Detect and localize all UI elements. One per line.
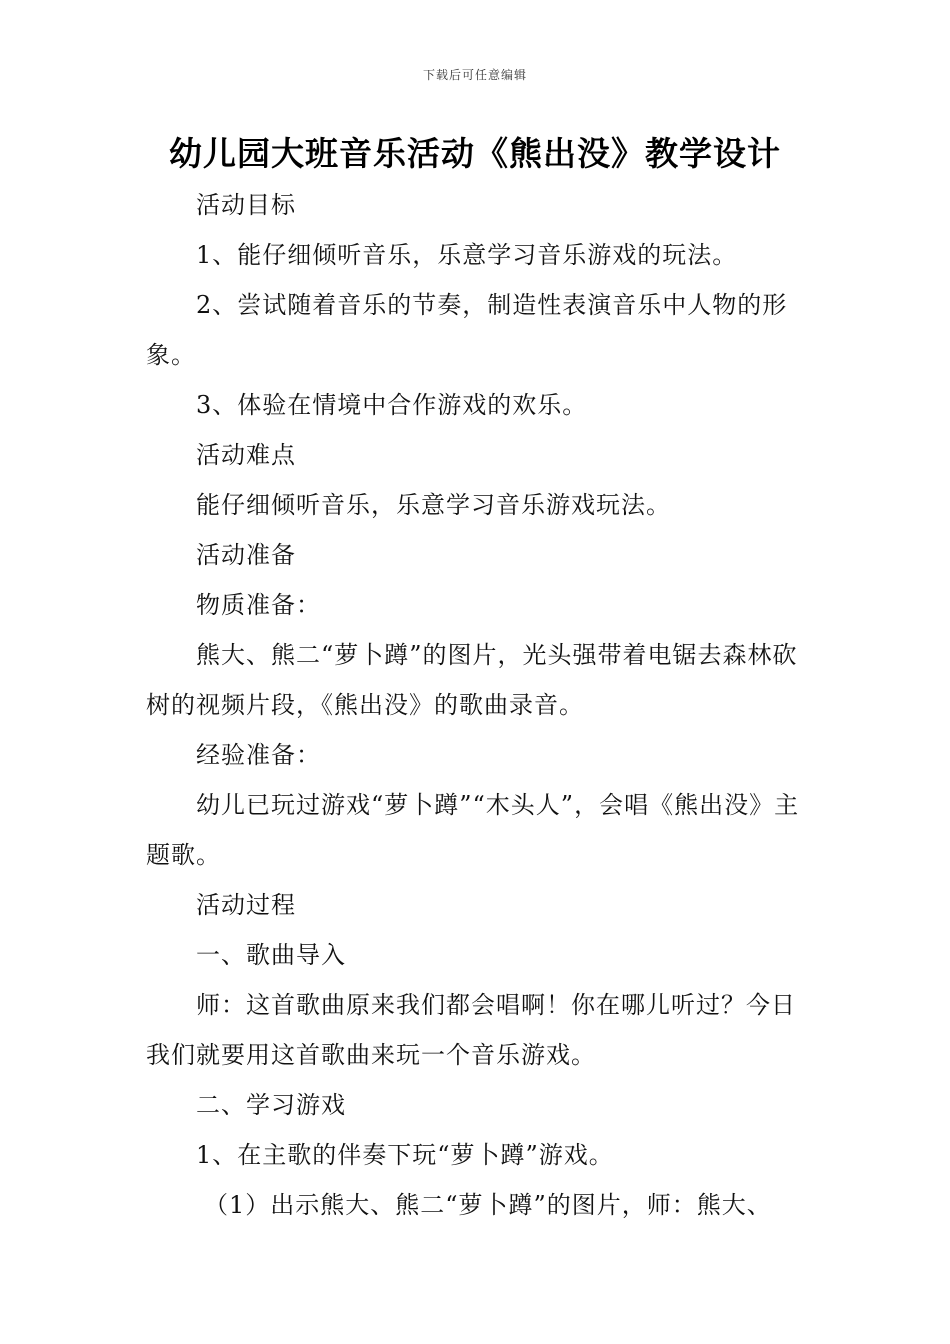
paragraph: 师：这首歌曲原来我们都会唱啊！你在哪儿听过？今日我们就要用这首歌曲来玩一个音乐游戏。: [146, 991, 796, 1069]
document-body: [146, 180, 806, 1230]
paragraph: 3、体验在情境中合作游戏的欢乐。: [196, 391, 588, 419]
paragraph: 2、尝试随着音乐的节奏，制造性表演音乐中人物的形象。: [146, 291, 788, 369]
step-heading: 一、歌曲导入: [196, 941, 346, 969]
section-heading-difficulty: 活动难点: [196, 441, 296, 469]
paragraph: 能仔细倾听音乐，乐意学习音乐游戏玩法。: [196, 491, 671, 519]
section-heading-process: 活动过程: [196, 891, 296, 919]
paragraph: 幼儿已玩过游戏“萝卜蹲”“木头人”，会唱《熊出没》主题歌。: [146, 791, 800, 869]
step-heading: 二、学习游戏: [196, 1091, 346, 1119]
paragraph: 1、在主歌的伴奏下玩“萝卜蹲”游戏。: [196, 1141, 614, 1169]
paragraph: （1）出示熊大、熊二“萝卜蹲”的图片，师：熊大、: [204, 1191, 772, 1219]
subheading-experience: 经验准备：: [196, 741, 321, 769]
header-note: 下载后可任意编辑: [422, 68, 527, 82]
subheading-material: 物质准备：: [196, 591, 321, 619]
section-heading-goals: 活动目标: [196, 191, 296, 219]
paragraph: 1、能仔细倾听音乐，乐意学习音乐游戏的玩法。: [196, 241, 738, 269]
document-title: 幼儿园大班音乐活动《熊出没》教学设计: [169, 134, 781, 173]
paragraph: 熊大、熊二“萝卜蹲”的图片，光头强带着电锯去森林砍树的视频片段，《熊出没》的歌曲录音。: [146, 641, 798, 719]
section-heading-preparation: 活动准备: [196, 541, 296, 569]
